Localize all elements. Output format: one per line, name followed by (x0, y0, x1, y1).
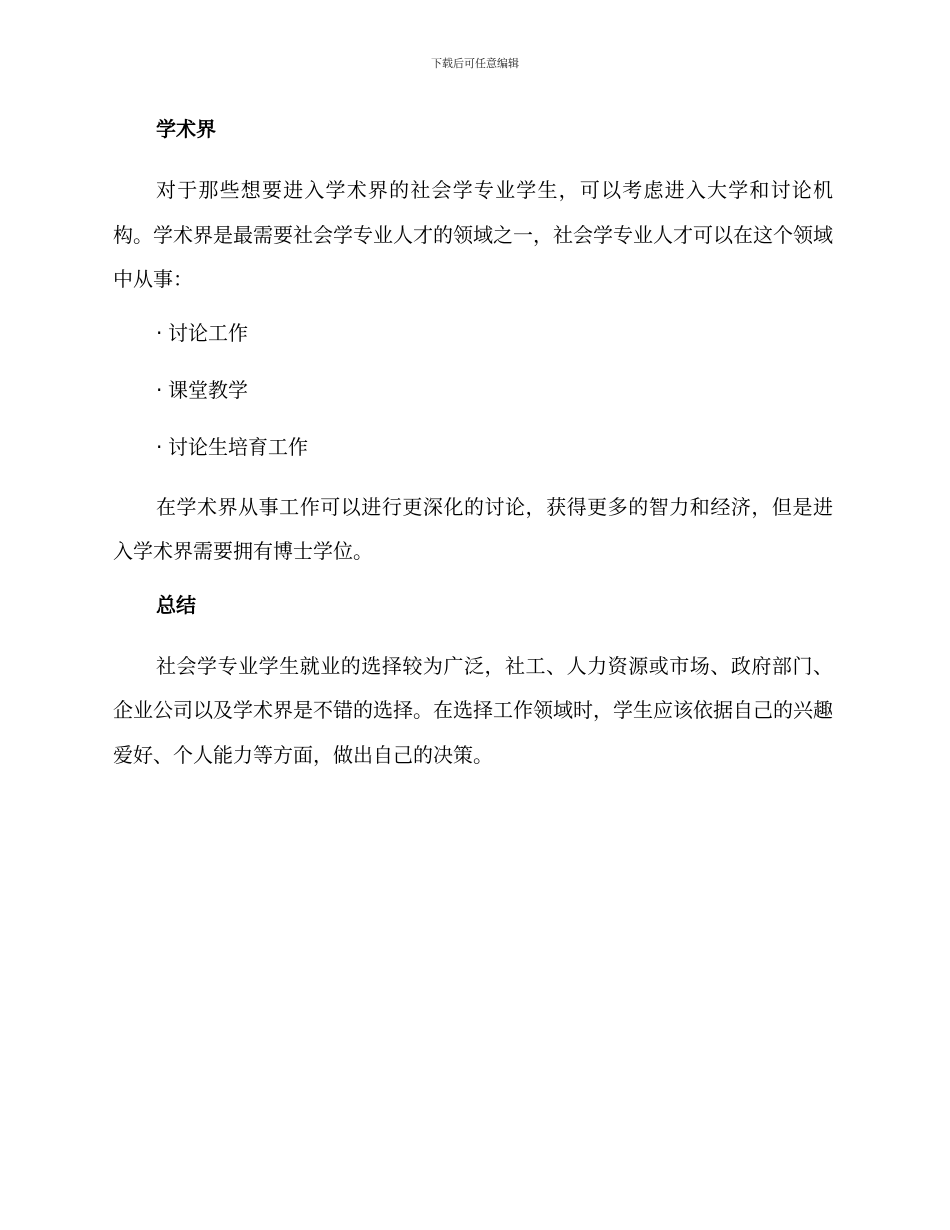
list-item-text: 课堂教学 (168, 377, 248, 402)
section-heading-academia: 学术界 (156, 117, 216, 141)
summary-paragraph: 社会学专业学生就业的选择较为广泛，社工、人力资源或市场、政府部门、企业公司以及学术界是不错的选择。在选择工作领域时，学生应该依据自己的兴趣爱好、个人能力等方面，做出自己的决策。 (113, 653, 833, 767)
page-header-note: 下载后可任意编辑 (431, 57, 519, 70)
list-item (113, 371, 833, 409)
list-item (113, 314, 833, 352)
academia-intro-paragraph: 对于那些想要进入学术界的社会学专业学生，可以考虑进入大学和讨论机构。学术界是最需要社会学专业人才的领域之一，社会学专业人才可以在这个领域中从事： (113, 178, 833, 291)
bullet-marker: · (156, 377, 163, 402)
document-body (113, 110, 833, 789)
list-item (113, 428, 833, 466)
academia-closing-paragraph: 在学术界从事工作可以进行更深化的讨论，获得更多的智力和经济，但是进入学术界需要拥有博士学位。 (113, 494, 833, 563)
section-heading-summary: 总结 (156, 592, 196, 617)
list-item-text: 讨论工作 (168, 320, 248, 345)
bullet-marker: · (156, 434, 163, 459)
bullet-marker: · (156, 320, 163, 345)
list-item-text: 讨论生培育工作 (168, 434, 308, 459)
